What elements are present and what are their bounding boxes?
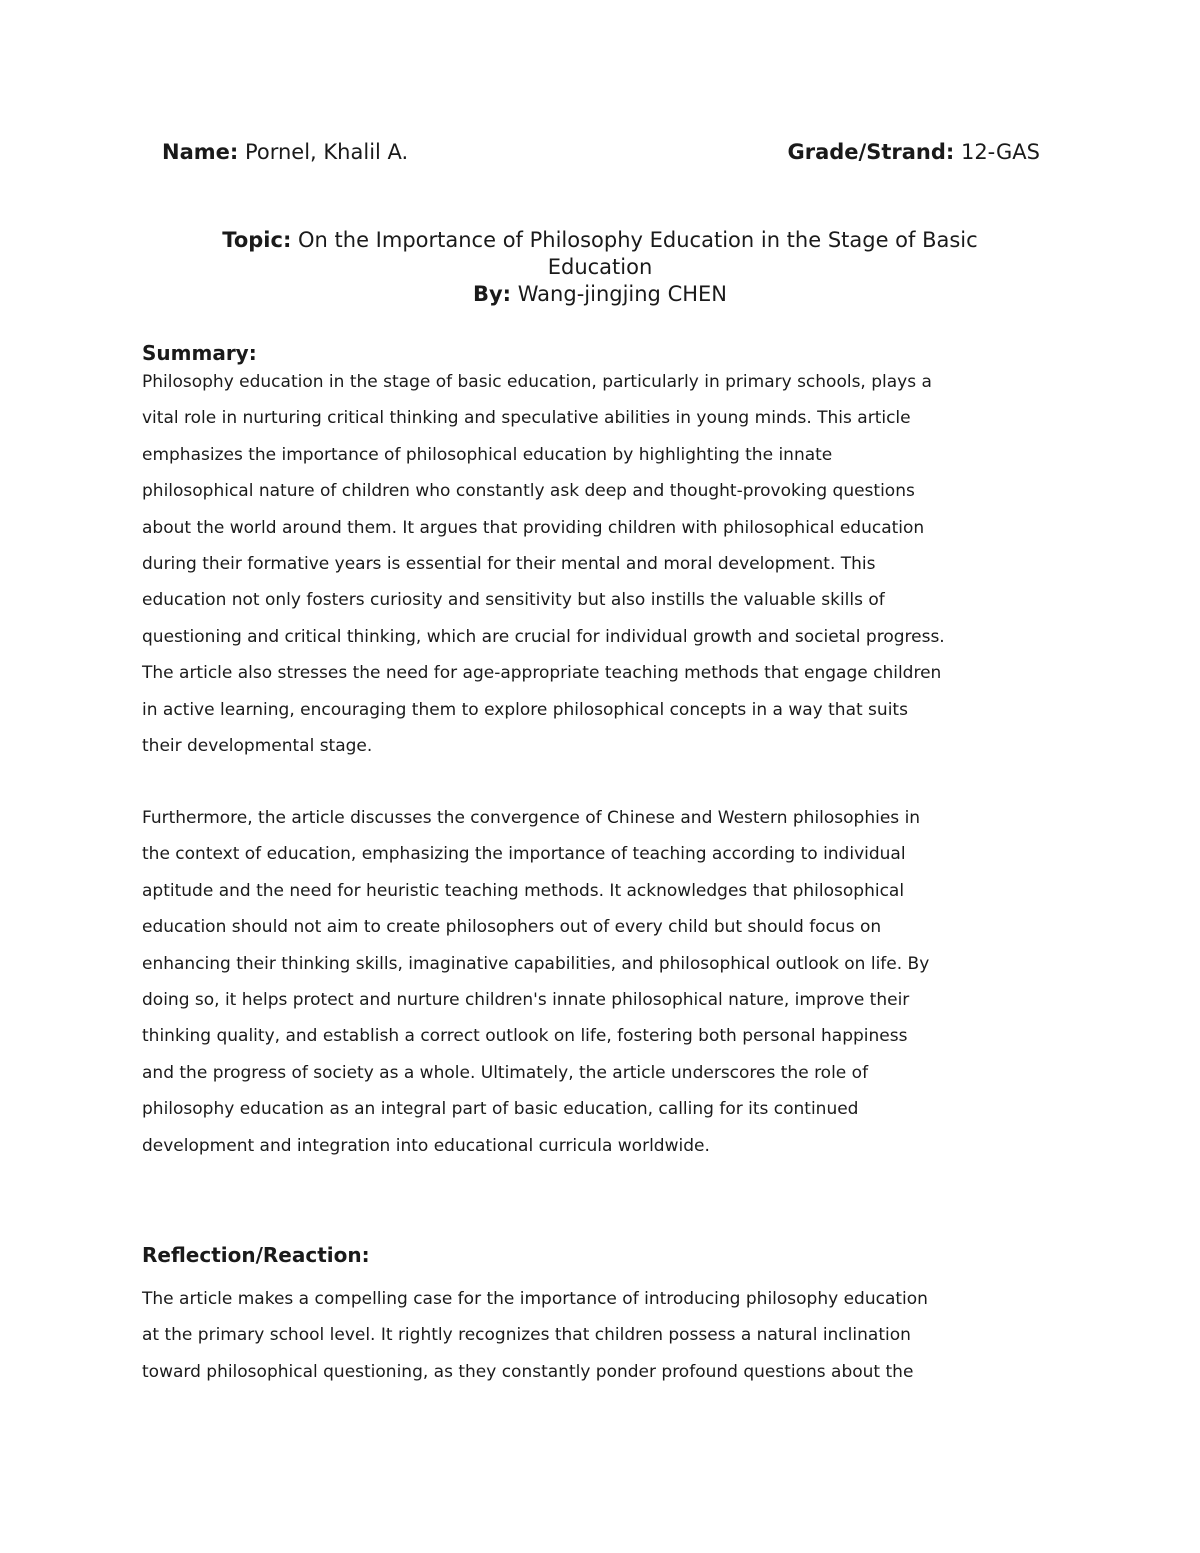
name-label: Name: (162, 140, 239, 164)
paragraph-line: The article makes a compelling case for the importance of introducing philosophy education (142, 1289, 928, 1309)
paragraph-line: and the progress of society as a whole. Ultimately, the article underscores the role of (142, 1062, 869, 1083)
paragraph-line: The article also stresses the need for age-appropriate teaching methods that engage children (142, 663, 942, 684)
paragraph-line: enhancing their thinking skills, imaginative capabilities, and philosophical outlook on life. By (142, 953, 930, 974)
paragraph-line: education should not aim to create philosophers out of every child but should focus on (142, 917, 882, 938)
paragraph-line: vital role in nurturing critical thinking and speculative abilities in young minds. This article (142, 408, 911, 429)
grade-field (787, 140, 1040, 164)
summary-heading: Summary: (142, 341, 257, 365)
reflection-paragraph-1 (142, 1287, 1072, 1396)
paragraph-line: Philosophy education in the stage of basic education, particularly in primary schools, plays a (142, 372, 932, 392)
paragraph-line: philosophy education as an integral part of basic education, calling for its continued (142, 1099, 859, 1120)
paragraph-line: philosophical nature of children who constantly ask deep and thought-provoking questions (142, 481, 915, 502)
paragraph-line: doing so, it helps protect and nurture children's innate philosophical nature, improve their (142, 989, 910, 1010)
author-name: Wang-jingjing CHEN (517, 282, 727, 306)
paragraph-line: at the primary school level. It rightly recognizes that children possess a natural inclination (142, 1325, 911, 1346)
header-row (162, 140, 1040, 170)
topic-title-part-2: Education (547, 255, 653, 279)
topic-title-part-1: On the Importance of Philosophy Education in the Stage of Basic (298, 228, 978, 252)
paragraph-line: emphasizes the importance of philosophical education by highlighting the innate (142, 444, 833, 465)
topic-block (140, 227, 1060, 308)
author-line (140, 281, 1060, 308)
paragraph-line: development and integration into educational curricula worldwide. (142, 1135, 710, 1156)
paragraph-line: the context of education, emphasizing the importance of teaching according to individual (142, 844, 906, 865)
paragraph-line: in active learning, encouraging them to explore philosophical concepts in a way that suits (142, 699, 908, 720)
grade-label: Grade/Strand: (787, 140, 955, 164)
name-field (162, 140, 408, 164)
topic-label: Topic: (222, 228, 292, 252)
paragraph-line: aptitude and the need for heuristic teaching methods. It acknowledges that philosophical (142, 880, 905, 901)
reflection-heading: Reflection/Reaction: (142, 1243, 370, 1267)
paragraph-line: thinking quality, and establish a correct outlook on life, fostering both personal happiness (142, 1026, 908, 1047)
paragraph-line: education not only fosters curiosity and sensitivity but also instills the valuable skills of (142, 590, 885, 611)
summary-paragraph-2 (142, 806, 1072, 1170)
author-label: By: (472, 282, 512, 306)
paragraph-line: toward philosophical questioning, as they constantly ponder profound questions about the (142, 1361, 914, 1382)
name-value: Pornel, Khalil A. (244, 140, 409, 164)
topic-line-1 (140, 227, 1060, 254)
paragraph-line: during their formative years is essential for their mental and moral development. This (142, 553, 876, 574)
paragraph-line: their developmental stage. (142, 735, 373, 756)
paragraph-line: questioning and critical thinking, which are crucial for individual growth and societal progress. (142, 626, 945, 647)
summary-paragraph-1 (142, 370, 1072, 770)
grade-value: 12-GAS (960, 140, 1040, 164)
paragraph-line: Furthermore, the article discusses the convergence of Chinese and Western philosophies in (142, 808, 921, 828)
paragraph-line: about the world around them. It argues that providing children with philosophical education (142, 517, 925, 538)
